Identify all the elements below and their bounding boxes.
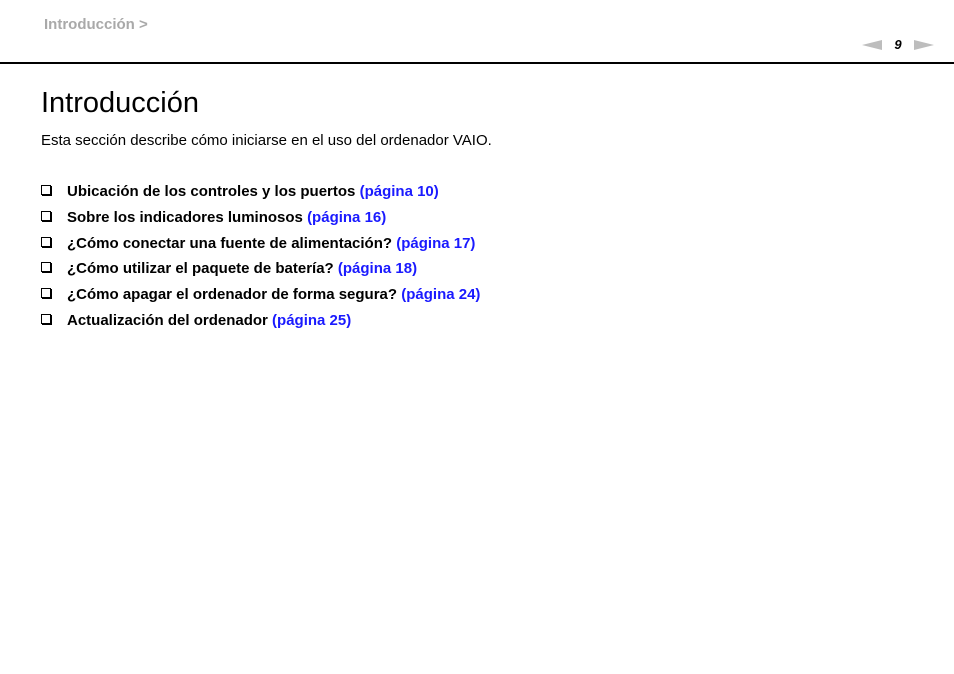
checkbox-bullet-icon [41,314,51,324]
list-item [41,182,480,208]
header-divider [0,62,954,64]
checkbox-bullet-icon [41,288,51,298]
item-text: ¿Cómo apagar el ordenador de forma segura? [67,286,398,304]
item-text: ¿Cómo utilizar el paquete de batería? [67,260,334,278]
page-link[interactable]: (página 25) [272,311,352,329]
item-text: ¿Cómo conectar una fuente de alimentación? [67,234,393,252]
item-text: Ubicación de los controles y los puertos [67,183,356,200]
page-link[interactable]: (página 10) [359,183,439,200]
intro-text: Esta sección describe cómo iniciarse en el uso del ordenador VAIO. [41,132,492,149]
page-link[interactable]: (página 17) [396,234,476,252]
list-item [41,285,480,311]
page-title: Introducción [41,87,199,119]
list-item [41,234,480,260]
previous-page-icon[interactable] [862,40,882,50]
item-text: Actualización del ordenador [67,311,268,329]
checkbox-bullet-icon [41,237,51,247]
checkbox-bullet-icon [41,211,51,221]
page-navigator [862,37,936,53]
next-page-icon[interactable] [914,40,934,50]
breadcrumb[interactable]: Introducción > [44,16,148,33]
page-link[interactable]: (página 24) [401,286,481,304]
page-link[interactable]: (página 16) [307,208,387,226]
list-item [41,259,480,285]
checkbox-bullet-icon [41,185,51,195]
list-item [41,311,480,337]
page-link[interactable]: (página 18) [337,260,418,278]
checkbox-bullet-icon [41,262,51,272]
item-text: Sobre los indicadores luminosos [67,208,303,226]
topic-list [41,182,480,337]
list-item [41,208,480,234]
page-number: 9 [894,37,902,52]
